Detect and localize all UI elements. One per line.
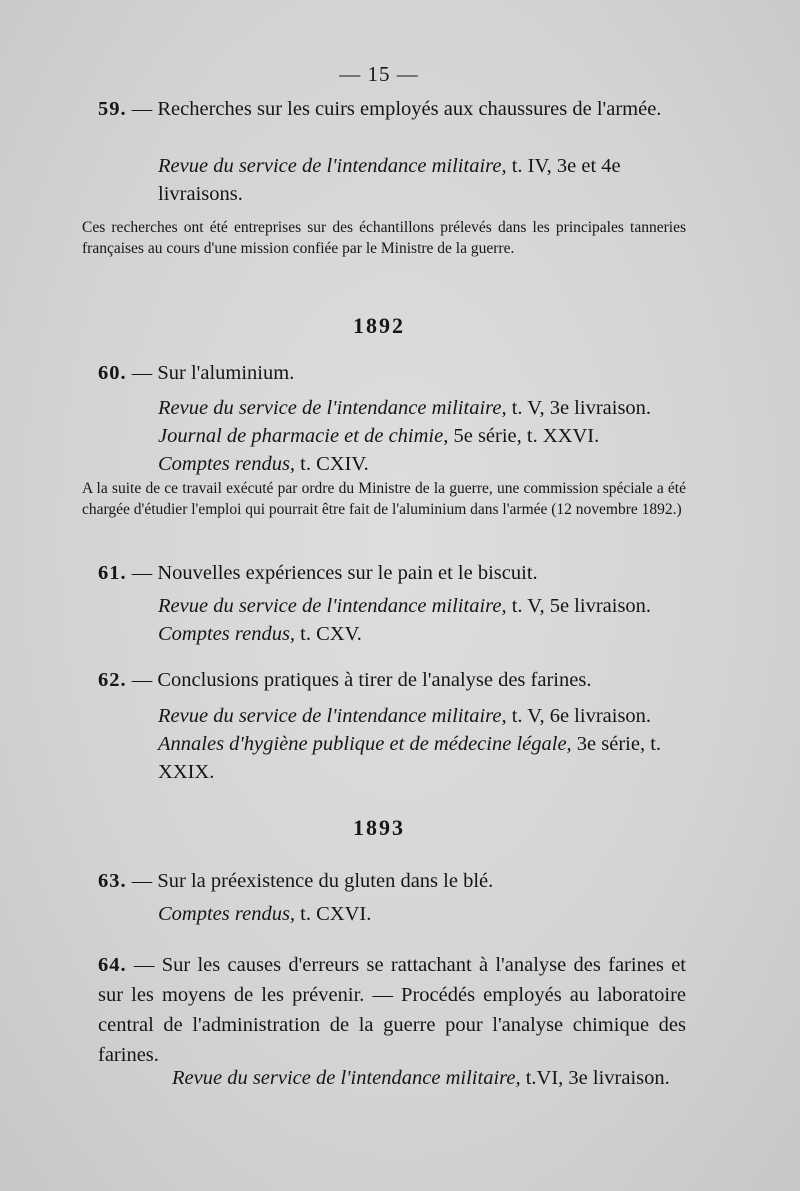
page-number: — 15 — [339, 62, 419, 86]
entry-60-note: A la suite de ce travail exécuté par ordre du Ministre de la guerre, une commission spéciale a été chargée d'étudier l'emploi qui pourrait être fait de l'aluminium dans l'armée (12 novembre 1892.) [82, 480, 686, 518]
journal-name: Comptes rendus, [158, 453, 296, 475]
entry-number: 61. [98, 562, 127, 584]
entry-62-citations [158, 702, 688, 786]
entry-60-citations [158, 394, 688, 478]
journal-detail: 3e série, t. XXIX. [158, 733, 662, 783]
journal-detail: t. CXV. [300, 623, 362, 645]
entry-59-note: Ces recherches ont été entreprises sur des échantillons prélevés dans les principales tanneries françaises au cours d'une mission confiée par le Ministre de la guerre. [82, 219, 686, 257]
citation-line [158, 592, 688, 620]
journal-detail: t. IV, 3e et 4e livraisons. [158, 155, 621, 205]
citation-line [158, 422, 688, 450]
entry-63-heading [98, 866, 686, 896]
citation-line [158, 620, 688, 648]
journal-name: Comptes rendus, [158, 903, 296, 925]
journal-name: Revue du service de l'intendance militaire, [158, 595, 507, 617]
journal-detail: 5e série, t. XXVI. [453, 425, 600, 447]
journal-name: Annales d'hygiène publique et de médecine légale, [158, 733, 572, 755]
entry-59-heading [98, 94, 686, 124]
citation-line [158, 450, 688, 478]
entry-64-heading [98, 950, 686, 1070]
journal-name: Comptes rendus, [158, 623, 296, 645]
entry-60-heading [98, 358, 686, 388]
entry-62-heading [98, 665, 686, 695]
year-heading: 1892 [353, 313, 405, 338]
entry-title: — Nouvelles expériences sur le pain et le biscuit. [131, 562, 538, 584]
journal-detail: t. V, 6e livraison. [511, 705, 652, 727]
citation-line [158, 702, 688, 730]
entry-number: 62. [98, 669, 127, 691]
journal-name: Revue du service de l'intendance militaire, [172, 1067, 521, 1089]
journal-detail: t. V, 3e livraison. [511, 397, 652, 419]
entry-title: — Sur l'aluminium. [131, 362, 295, 384]
entry-63-citation [158, 900, 688, 928]
journal-detail: t. CXVI. [300, 903, 372, 925]
entry-number: 59. [98, 98, 127, 120]
entry-number: 64. [98, 954, 127, 976]
entry-61-citations [158, 592, 688, 648]
entry-number: 63. [98, 870, 127, 892]
journal-name: Revue du service de l'intendance militaire, [158, 155, 507, 177]
entry-title: — Sur la préexistence du gluten dans le blé. [131, 870, 494, 892]
journal-detail: t. V, 5e livraison. [511, 595, 652, 617]
journal-detail: t.VI, 3e livraison. [525, 1067, 670, 1089]
journal-name: Revue du service de l'intendance militaire, [158, 397, 507, 419]
journal-name: Journal de pharmacie et de chimie, [158, 425, 449, 447]
citation-line [158, 394, 688, 422]
entry-64-citation [172, 1064, 692, 1092]
journal-name: Revue du service de l'intendance militaire, [158, 705, 507, 727]
entry-number: 60. [98, 362, 127, 384]
journal-detail: t. CXIV. [300, 453, 369, 475]
citation-line [158, 730, 688, 786]
entry-59-citation [158, 152, 688, 208]
entry-title: — Sur les causes d'erreurs se rattachant à l'analyse des farines et sur les moyens de les prévenir. — Procédés employés au laboratoire central de l'administration de la guerre pour l'analyse chimique des farines. [98, 954, 686, 1066]
entry-title: — Conclusions pratiques à tirer de l'analyse des farines. [131, 669, 592, 691]
year-heading: 1893 [353, 815, 405, 840]
entry-title: — Recherches sur les cuirs employés aux chaussures de l'armée. [131, 98, 662, 120]
entry-61-heading [98, 558, 686, 588]
